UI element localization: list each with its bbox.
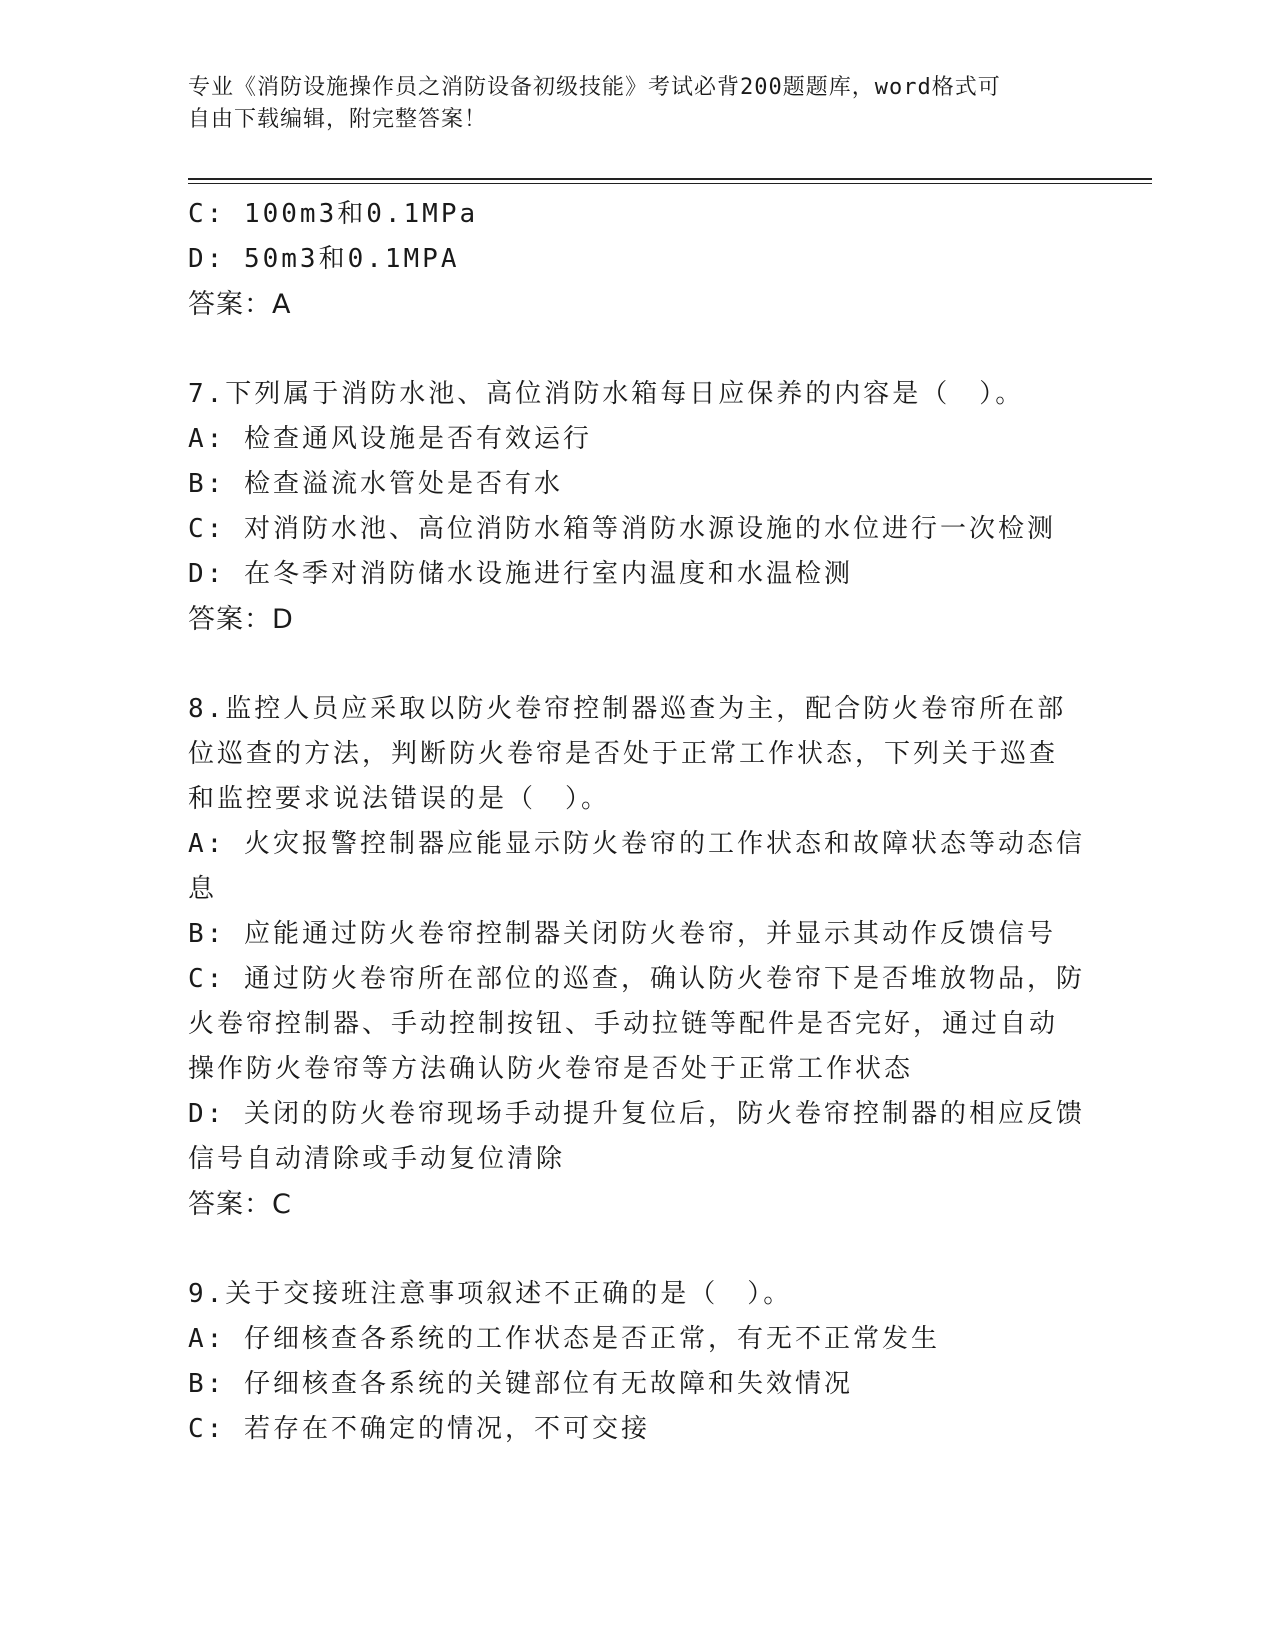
q9-option-c: C: 若存在不确定的情况，不可交接: [188, 1414, 650, 1444]
q7-option-d: D: 在冬季对消防储水设施进行室内温度和水温检测: [188, 559, 853, 589]
q7-stem: 7.下列属于消防水池、高位消防水箱每日应保养的内容是（ ）。: [188, 379, 1025, 409]
q8-option-d-line-1: D: 关闭的防火卷帘现场手动提升复位后，防火卷帘控制器的相应反馈: [188, 1099, 1085, 1129]
q8-option-c-line-1: C: 通过防火卷帘所在部位的巡查，确认防火卷帘下是否堆放物品，防: [188, 964, 1085, 994]
q8-answer: 答案：C: [188, 1189, 292, 1220]
header-title-line-2: 自由下载编辑，附完整答案！: [188, 107, 488, 132]
q8-stem-line-2: 位巡查的方法，判断防火卷帘是否处于正常工作状态，下列关于巡查: [188, 739, 1059, 769]
header-title-line-1: 专业《消防设施操作员之消防设备初级技能》考试必背200题题库，word格式可: [188, 75, 1001, 100]
q8-stem-line-1: 8.监控人员应采取以防火卷帘控制器巡查为主，配合防火卷帘所在部: [188, 694, 1067, 724]
q9-stem: 9.关于交接班注意事项叙述不正确的是（ ）。: [188, 1279, 793, 1309]
q9-option-a: A: 仔细核查各系统的工作状态是否正常，有无不正常发生: [188, 1324, 940, 1354]
spacer: [188, 1227, 1088, 1272]
question-content: [188, 192, 1088, 1452]
q8-stem-line-3: 和监控要求说法错误的是（ ）。: [188, 784, 611, 814]
q9-option-b: B: 仔细核查各系统的关键部位有无故障和失效情况: [188, 1369, 853, 1399]
q7-option-a: A: 检查通风设施是否有效运行: [188, 424, 592, 454]
q6-option-d: D: 50m3和0.1MPA: [188, 244, 460, 274]
spacer: [188, 642, 1088, 687]
q7-answer: 答案：D: [188, 604, 294, 635]
q8-option-a-line-2: 息: [188, 874, 218, 904]
q6-option-c: C: 100m3和0.1MPa: [188, 199, 479, 229]
header-divider-thin: [188, 183, 1152, 184]
header-divider: [188, 178, 1152, 180]
q8-option-b: B: 应能通过防火卷帘控制器关闭防火卷帘，并显示其动作反馈信号: [188, 919, 1056, 949]
q8-option-c-line-3: 操作防火卷帘等方法确认防火卷帘是否处于正常工作状态: [188, 1054, 914, 1084]
q7-option-c: C: 对消防水池、高位消防水箱等消防水源设施的水位进行一次检测: [188, 514, 1056, 544]
q7-option-b: B: 检查溢流水管处是否有水: [188, 469, 563, 499]
q8-option-d-line-2: 信号自动清除或手动复位清除: [188, 1144, 566, 1174]
q8-option-c-line-2: 火卷帘控制器、手动控制按钮、手动拉链等配件是否完好，通过自动: [188, 1009, 1059, 1039]
spacer: [188, 327, 1088, 372]
q6-answer: 答案：A: [188, 289, 292, 320]
page-header: [188, 72, 1088, 136]
q8-option-a-line-1: A: 火灾报警控制器应能显示防火卷帘的工作状态和故障状态等动态信: [188, 829, 1085, 859]
